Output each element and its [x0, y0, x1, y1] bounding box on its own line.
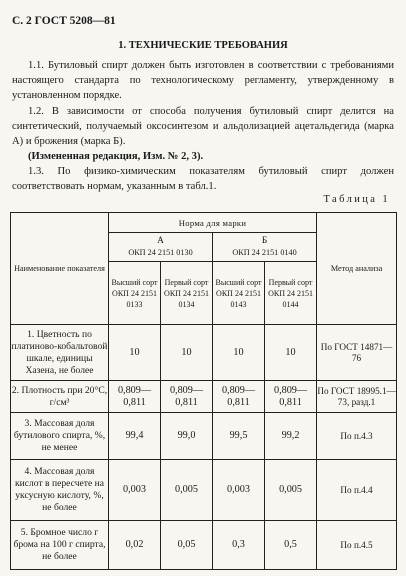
grade-header: Высший сорт ОКП 24 2151 0143 [213, 262, 265, 325]
amendment-note: (Измененная редакция, Изм. № 2, 3). [28, 151, 204, 162]
paragraph-1-3: 1.3. По физико-химическим показателям бутиловый спирт должен соответствовать нормам, указанным в табл.1. [12, 166, 394, 192]
col-header-method: Метод анализа [317, 213, 397, 325]
specs-table [10, 212, 397, 570]
col-header-norm: Норма для марки [109, 213, 317, 233]
table-row: 2. Плотность при 20°С, г/см³ 0,809—0,811 0,809—0,811 0,809—0,811 0,809—0,811 По ГОСТ 18995.1—73, разд.1 [11, 381, 397, 413]
table-row: 5. Бромное число г брома на 100 г спирта, не более 0,02 0,05 0,3 0,5 По п.4.5 [11, 521, 397, 570]
brand-a-header: А ОКП 24 2151 0130 [109, 233, 213, 262]
table-title: Таблица 1 [323, 194, 390, 205]
table-row: 3. Массовая доля бутилового спирта, %, не менее 99,4 99,0 99,5 99,2 По п.4.3 [11, 413, 397, 460]
paragraph-1-1: 1.1. Бутиловый спирт должен быть изготовлен в соответствии с требованиями настоящего стандарта по технологическому регламенту, утвержденному в установленном порядке. [12, 60, 394, 101]
paragraph-1-2: 1.2. В зависимости от способа получения бутиловый спирт делится на синтетический, получаемый оксосинтезом и альдолизацией ацетальдегида (марка А) и брожения (марка Б). [12, 106, 394, 147]
page-header: С. 2 ГОСТ 5208—81 [12, 15, 116, 27]
section-title: 1. ТЕХНИЧЕСКИЕ ТРЕБОВАНИЯ [118, 40, 288, 51]
grade-header: Первый сорт ОКП 24 2151 0134 [161, 262, 213, 325]
brand-b-header: Б ОКП 24 2151 0140 [213, 233, 317, 262]
grade-header: Высший сорт ОКП 24 2151 0133 [109, 262, 161, 325]
col-header-name: Наименование показателя [11, 213, 109, 325]
table-row: 4. Массовая доля кислот в пересчете на уксусную кислоту, %, не более 0,003 0,005 0,003 0,005 По п.4.4 [11, 460, 397, 521]
table-row: 1. Цветность по платиново-кобальтовой шкале, единицы Хазена, не более 10 10 10 10 По ГОСТ 14871—76 [11, 325, 397, 381]
grade-header: Первый сорт ОКП 24 2151 0144 [265, 262, 317, 325]
